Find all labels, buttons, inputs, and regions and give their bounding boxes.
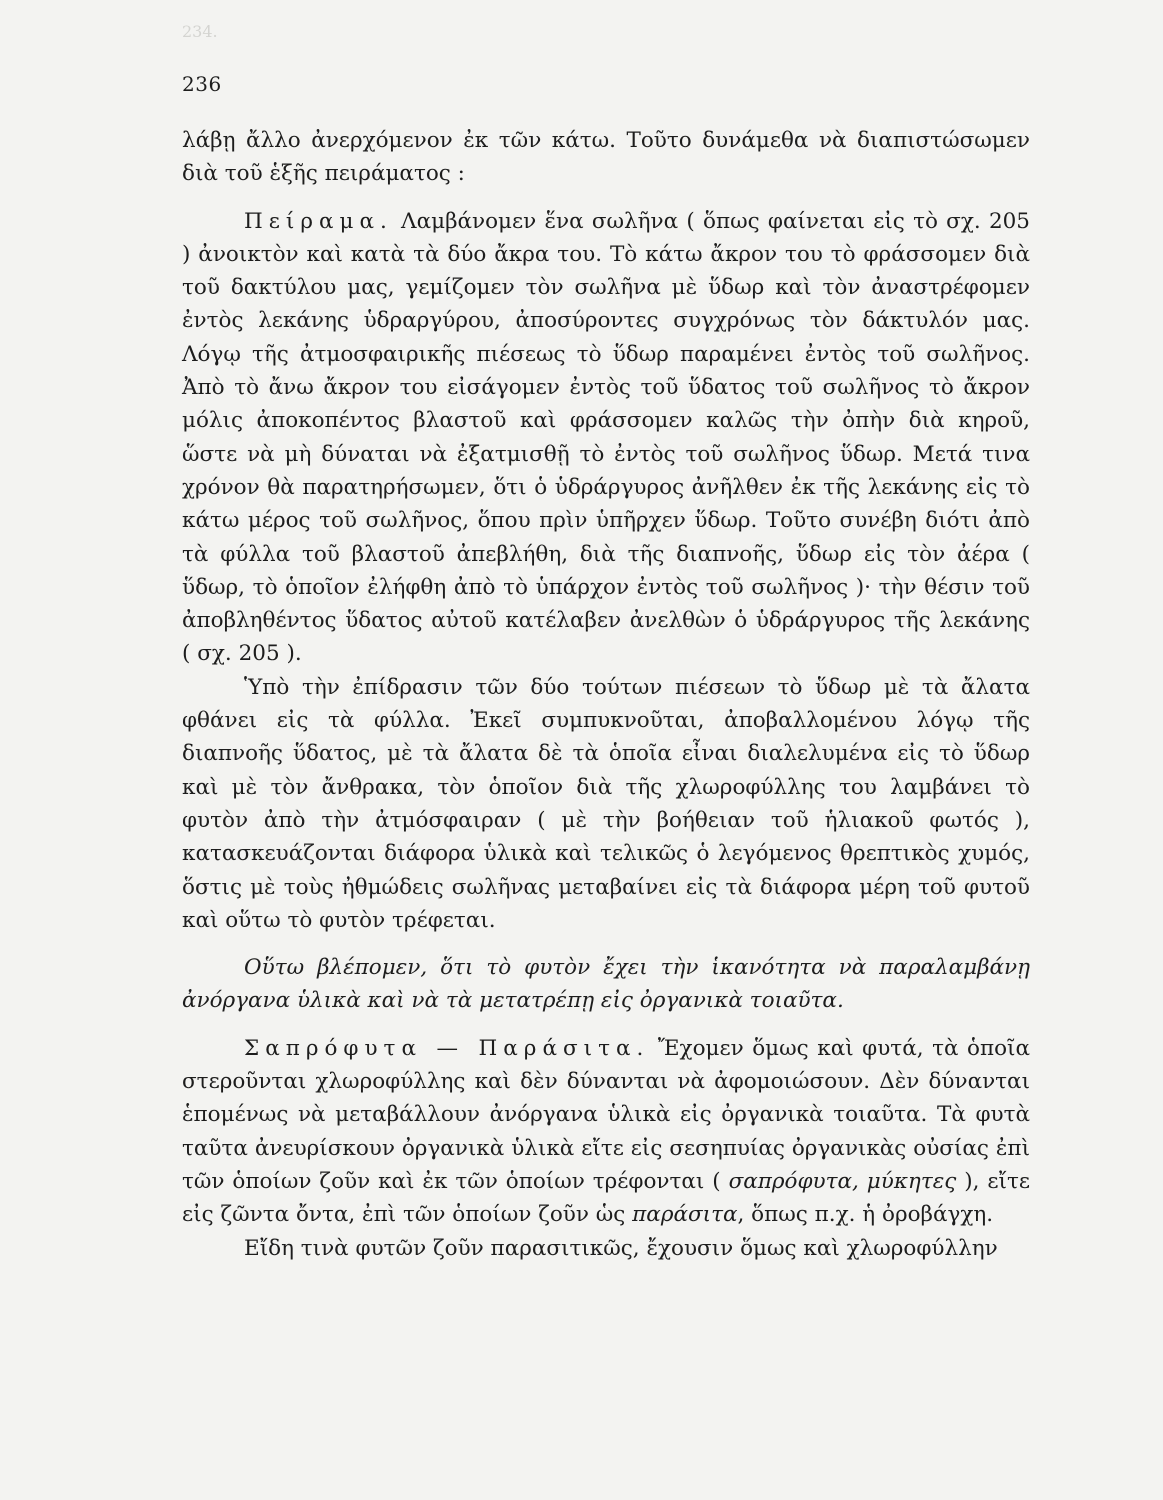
paragraph-conclusion: Οὕτω βλέπομεν, ὅτι τὸ φυτὸν ἔχει τὴν ἱκανότητα νὰ παραλαμβάνῃ ἀνόργανα ὑλικὰ καὶ νὰ τὰ μετατρέπῃ εἰς ὀργανικὰ τοιαῦτα. <box>182 955 1030 1014</box>
saprophytes-heading: Σαπρόφυτα — Παράσιτα. <box>244 1035 650 1061</box>
paragraph-experiment <box>182 205 1030 671</box>
saprophytes-body-a: Ἔχομεν ὅμως καὶ φυτά, τὰ ὁποῖα στεροῦνται χλωροφύλλης καὶ δὲν δύνανται νὰ ἀφομοιώσουν. Δὲν δύνανται ἑπομένως νὰ μεταβάλλουν ἀνόργανα ὑλικὰ εἰς ὀργανικὰ τοιαῦτα. Τὰ φυτὰ ταῦτα ἀνευρίσκουν ὀργανικὰ ὑλικὰ εἴτε εἰς σεσηπυίας ὀργανικὰς οὐσίας ἐπὶ τῶν ὁποίων ζοῦν καὶ ἐκ τῶν ὁποίων τρέφονται ( <box>182 1035 1031 1194</box>
bleed-through-page-number: 234. <box>182 22 218 41</box>
saprophytes-italic-a: σαπρόφυτα, μύκητες <box>728 1168 957 1194</box>
saprophytes-italic-b: παράσιτα <box>632 1202 738 1228</box>
saprophytes-body-c: , ὅπως π.χ. ἡ ὀροβάγχη. <box>737 1202 994 1228</box>
paragraph-pressure: Ὑπὸ τὴν ἐπίδρασιν τῶν δύο τούτων πιέσεων τὸ ὕδωρ μὲ τὰ ἄλατα φθάνει εἰς τὰ φύλλα. Ἐκεῖ συμπυκνοῦται, ἀποβαλλομένου λόγῳ τῆς διαπνοῆς ὕδατος, μὲ τὰ ἄλατα δὲ τὰ ὁποῖα εἶναι διαλελυμένα εἰς τὸ ὕδωρ καὶ μὲ τὸν ἄνθρακα, τὸν ὁποῖον διὰ τῆς χλωροφύλλης του λαμβάνει τὸ φυτὸν ἀπὸ τὴν ἀτμόσφαιραν ( μὲ τὴν βοήθειαν τοῦ ἡλιακοῦ φωτός ), κατασκευάζονται διάφορα ὑλικὰ καὶ τελικῶς ὁ λεγόμενος θρεπτικὸς χυμός, ὅστις μὲ τοὺς ἠθμώδεις σωλῆνας μεταβαίνει εἰς τὰ διάφορα μέρη τοῦ φυτοῦ καὶ οὕτω τὸ φυτὸν τρέφεται. <box>182 674 1030 933</box>
paragraph-intro: λάβῃ ἄλλο ἀνερχόμενον ἐκ τῶν κάτω. Τοῦτο δυνάμεθα νὰ διαπιστώσωμεν διὰ τοῦ ἑξῆς πειράματος : <box>182 128 1030 187</box>
page-number: 236 <box>182 72 222 96</box>
experiment-body: Λαμβάνομεν ἕνα σωλῆνα ( ὅπως φαίνεται εἰς τὸ σχ. 205 ) ἀνοικτὸν καὶ κατὰ τὰ δύο ἄκρα του. Τὸ κάτω ἄκρον του τὸ φράσσομεν διὰ τοῦ δακτύλου μας, γεμίζομεν τὸν σωλῆνα μὲ ὕδωρ καὶ τὸν ἀναστρέφομεν ἐντὸς λεκάνης ὑδραργύρου, ἀποσύροντες συγχρόνως τὸν δάκτυλόν μας. Λόγῳ τῆς ἀτμοσφαιρικῆς πιέσεως τὸ ὕδωρ παραμένει ἐντὸς τοῦ σωλῆνος. Ἀπὸ τὸ ἄνω ἄκρον του εἰσάγομεν ἐντὸς τοῦ ὕδατος τοῦ σωλῆνος τὸ ἄκρον μόλις ἀποκοπέντος βλαστοῦ καὶ φράσσομεν καλῶς τὴν ὀπὴν διὰ κηροῦ, ὥστε νὰ μὴ δύναται νὰ ἐξατμισθῇ τὸ ἐντὸς τοῦ σωλῆνος ὕδωρ. Μετά τινα χρόνον θὰ παρατηρήσωμεν, ὅτι ὁ ὑδράργυρος ἀνῆλθεν ἐκ τῆς λεκάνης εἰς τὸ κάτω μέρος τοῦ σωλῆνος, ὅπου πρὶν ὑπῆρχεν ὕδωρ. Τοῦτο συνέβη διότι ἀπὸ τὰ φύλλα τοῦ βλαστοῦ ἀπεβλήθη, διὰ τῆς διαπνοῆς, ὕδωρ εἰς τὸν ἀέρα ( ὕδωρ, τὸ ὁποῖον ἐλήφθη ἀπὸ τὸ ὑπάρχον ἐντὸς τοῦ σωλῆνος )· τὴν θέσιν τοῦ ἀποβληθέντος ὕδατος αὐτοῦ κατέλαβεν ἀνελθὼν ὁ ὑδράργυρος τῆς λεκάνης ( σχ. 205 ). <box>182 208 1030 667</box>
paragraph-saprophytes <box>182 1032 1030 1232</box>
experiment-heading: Πείραμα. <box>244 208 393 234</box>
body-text <box>182 124 1030 1265</box>
saprophytes-body-b: ), εἴτε εἰς ζῶντα ὄντα, ἐπὶ τῶν ὁποίων ζοῦν ὡς <box>182 1168 1030 1228</box>
paragraph-partial-parasites: Εἴδη τινὰ φυτῶν ζοῦν παρασιτικῶς, ἔχουσιν ὅμως καὶ χλωροφύλλην <box>244 1235 998 1261</box>
